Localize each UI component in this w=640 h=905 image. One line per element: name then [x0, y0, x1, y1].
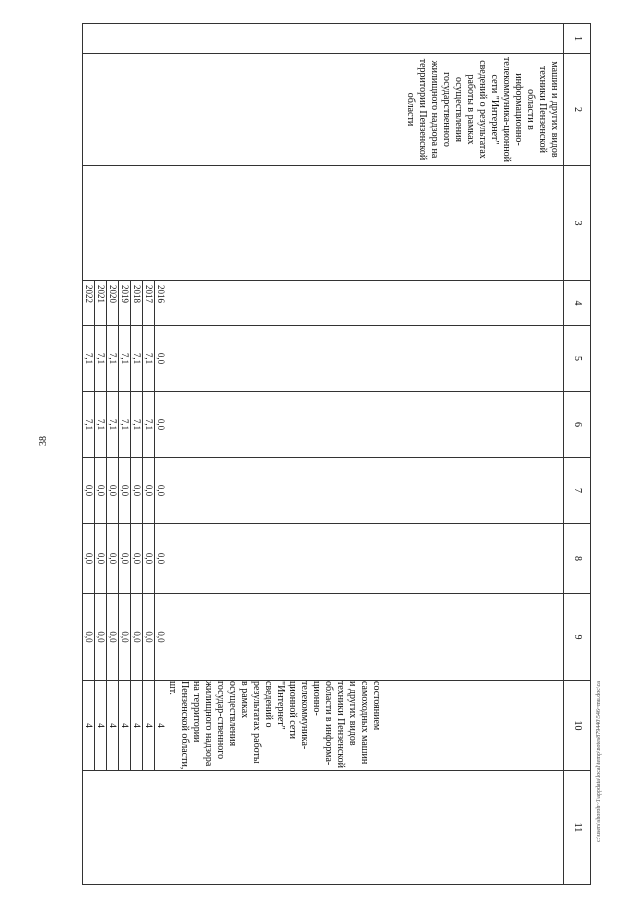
- table-value: 7,1: [131, 392, 143, 457]
- table-value: 2021: [95, 281, 107, 325]
- col-number-4: 4: [564, 281, 591, 326]
- table-value: 4: [119, 681, 131, 770]
- column-number-row: [564, 24, 591, 885]
- table-value: 0,0: [156, 418, 166, 431]
- indicator-unit-text: состоянием самоходных машин и других видов техники Пензенской области в информа-ционно-телекоммуника-ционной сети "Интернет" сведений о результатах работы в рамках осуществления государ-ственного жилищного надзора на территории Пензенской области, шт.: [167, 681, 382, 770]
- table-value: 7,1: [83, 392, 95, 457]
- col8-cell: [83, 524, 564, 594]
- col-number-2: 2: [564, 54, 591, 166]
- table-value: 0,0: [95, 594, 107, 680]
- col9-values: [83, 594, 166, 680]
- table-value: 2018: [131, 281, 143, 325]
- col-number-9: 9: [564, 594, 591, 681]
- col-number-6: 6: [564, 392, 591, 458]
- col-number-11: 11: [564, 771, 591, 885]
- rotated-table-container: [82, 23, 591, 884]
- table-value: 7,1: [107, 326, 119, 391]
- table-value: 4: [107, 681, 119, 770]
- table-value: 2020: [107, 281, 119, 325]
- col7-values: [83, 458, 166, 523]
- col6-cell: [83, 392, 564, 458]
- table-value: 0,0: [95, 458, 107, 523]
- table-value: 0,0: [143, 524, 155, 593]
- table-value: 4: [156, 723, 166, 728]
- table-value: 7,1: [119, 392, 131, 457]
- table-value: 2016: [156, 285, 166, 303]
- table-value: 7,1: [95, 392, 107, 457]
- col-number-1: 1: [564, 24, 591, 54]
- table-value: 7,1: [131, 326, 143, 391]
- table-value: 2022: [83, 281, 95, 325]
- indicator-name-cell: машин и других видов техники Пензенской области в информационно-телекоммуника-ционной сети "Интернет" сведений о результатах работы в рамках осуществления государственного жилищного надзора на территории Пензенской области: [83, 54, 564, 166]
- table-value: 2017: [143, 281, 155, 325]
- table-value: 0,0: [119, 458, 131, 523]
- col-number-10: 10: [564, 681, 591, 771]
- table-value: 0,0: [156, 484, 166, 497]
- table-row: [83, 24, 564, 885]
- table-value: 0,0: [131, 594, 143, 680]
- col9-cell: [83, 594, 564, 681]
- col6-values: [83, 392, 166, 457]
- col-number-5: 5: [564, 326, 591, 392]
- table-value: 7,1: [95, 326, 107, 391]
- table-value: 4: [95, 681, 107, 770]
- table-value: 0,0: [143, 594, 155, 680]
- file-path-footer: c:\users\shoroh~1\appdata\local\temp\notes879440\546~mu.doc\ca: [596, 681, 602, 842]
- table-value: 0,0: [156, 552, 166, 565]
- table-value: 0,0: [83, 458, 95, 523]
- table-value: 4: [143, 681, 155, 770]
- table-value: 0,0: [83, 594, 95, 680]
- col1-cell: [83, 24, 564, 54]
- table-value: 0,0: [107, 524, 119, 593]
- table-value: 0,0: [156, 631, 166, 643]
- table-value: 0,0: [107, 458, 119, 523]
- table-value: 7,1: [107, 392, 119, 457]
- table-value: 4: [83, 681, 95, 770]
- table-value: 0,0: [119, 594, 131, 680]
- data-table: [82, 23, 591, 885]
- table-value: 0,0: [83, 524, 95, 593]
- table-value: 0,0: [143, 458, 155, 523]
- col3-cell: [83, 166, 564, 281]
- table-value: 7,1: [119, 326, 131, 391]
- table-value: 0,0: [119, 524, 131, 593]
- table-value: 7,1: [143, 392, 155, 457]
- page-number: 38: [38, 436, 49, 446]
- years-list: [83, 281, 166, 325]
- col11-cell: [83, 771, 564, 885]
- col5-cell: [83, 326, 564, 392]
- col-number-8: 8: [564, 524, 591, 594]
- col10-cell: [83, 681, 564, 771]
- col7-cell: [83, 458, 564, 524]
- col-number-3: 3: [564, 166, 591, 281]
- table-value: 7,1: [83, 326, 95, 391]
- table-value: 2019: [119, 281, 131, 325]
- years-cell: [83, 281, 564, 326]
- col10-values: [83, 681, 166, 770]
- table-value: 0,0: [95, 524, 107, 593]
- table-value: 0,0: [156, 352, 166, 365]
- table-value: 0,0: [131, 458, 143, 523]
- table-value: 4: [131, 681, 143, 770]
- col5-values: [83, 326, 166, 391]
- col8-values: [83, 524, 166, 593]
- table-value: 7,1: [143, 326, 155, 391]
- table-value: 0,0: [131, 524, 143, 593]
- col-number-7: 7: [564, 458, 591, 524]
- table-value: 0,0: [107, 594, 119, 680]
